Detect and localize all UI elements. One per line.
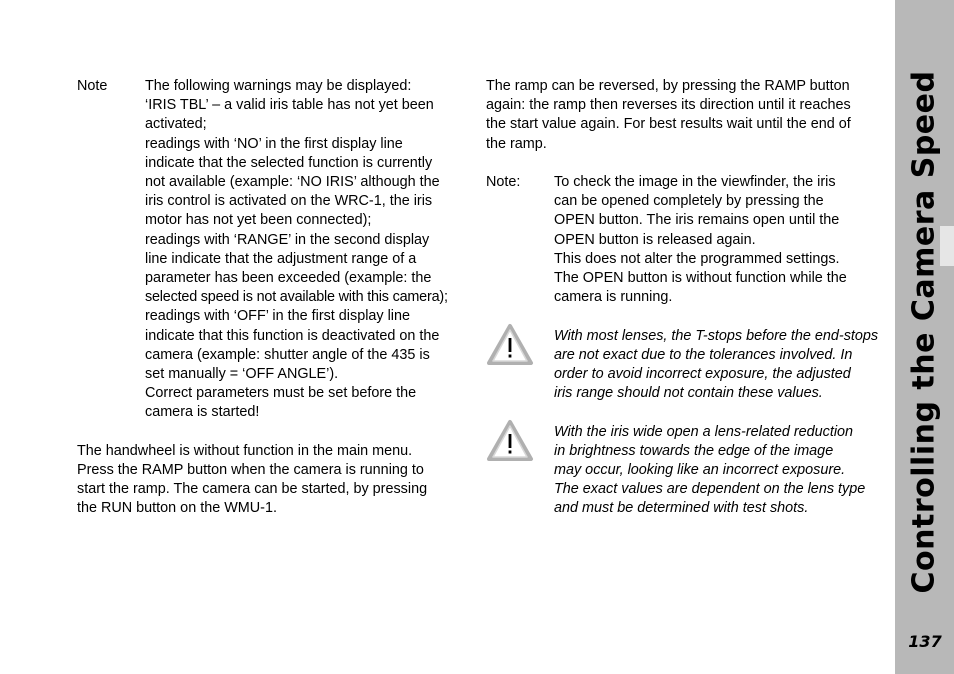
warning-triangle-icon — [486, 327, 554, 404]
warning-line: iris range should not contain these values. — [554, 385, 823, 402]
paragraph-line: The handwheel is without function in the main menu. — [77, 442, 413, 459]
paragraph-line: The ramp can be reversed, by pressing the RAMP button — [486, 78, 850, 94]
note-line: line indicate that the adjustment range of a — [145, 250, 417, 267]
note-body — [145, 77, 472, 423]
note-line: camera is started! — [145, 404, 260, 421]
note-line: readings with ‘NO’ in the first display line — [145, 135, 403, 152]
note-line: parameter has been exceeded (example: the — [145, 270, 432, 287]
warning-line: may occur, looking like an incorrect exposure. — [554, 462, 846, 479]
warning-line: order to avoid incorrect exposure, the adjusted — [554, 366, 851, 383]
warning-triangle-icon — [486, 423, 554, 519]
chapter-tab-marker — [940, 226, 954, 266]
note-line: The following warnings may be displayed: — [145, 78, 412, 94]
paragraph-line: again: the ramp then reverses its direction until it reaches — [486, 97, 851, 114]
note-block — [77, 77, 472, 423]
note-line: indicate that the selected function is currently — [145, 154, 433, 171]
left-column — [77, 77, 472, 519]
note-line: OPEN button. The iris remains open until the — [554, 212, 840, 229]
note-line: not available (example: ‘NO IRIS’ although the — [145, 174, 440, 191]
note-line: iris control is activated on the WRC-1, the iris — [145, 193, 433, 210]
right-column — [486, 77, 886, 519]
page-number: 137 — [908, 632, 942, 651]
note-line: can be opened completely by pressing the — [554, 193, 824, 210]
note-line: readings with ‘OFF’ in the first display line — [145, 308, 410, 325]
warning-line: are not exact due to the tolerances involved. In — [554, 346, 853, 363]
warning-line: With the iris wide open a lens-related reduction — [554, 423, 854, 440]
note-line: motor has not yet been connected); — [145, 212, 372, 229]
warning-text — [554, 327, 886, 404]
warning-line: The exact values are dependent on the lens type — [554, 481, 866, 498]
note-line: Correct parameters must be set before the — [145, 385, 417, 402]
warning-line: and must be determined with test shots. — [554, 500, 809, 517]
note-line: OPEN button is released again. — [554, 231, 756, 248]
note-line: selected speed is not available with this camera); — [145, 289, 448, 306]
note-line: camera (example: shutter angle of the 435 is — [145, 346, 430, 363]
note-label: Note: — [486, 174, 521, 190]
note-line: readings with ‘RANGE’ in the second display — [145, 231, 430, 248]
note-line: activated; — [145, 116, 207, 133]
paragraph-line: the RUN button on the WMU-1. — [77, 500, 277, 517]
paragraph-line: the ramp. — [486, 135, 547, 152]
warning-line: in brightness towards the edge of the image — [554, 442, 834, 459]
note-block — [486, 173, 886, 307]
note-line: camera is running. — [554, 289, 673, 306]
note-line: ‘IRIS TBL’ – a valid iris table has not yet been — [145, 97, 434, 114]
warning-block — [486, 327, 886, 404]
note-line: To check the image in the viewfinder, the iris — [554, 174, 836, 190]
paragraph-line: the start value again. For best results wait until the end of — [486, 116, 851, 133]
paragraph-line: Press the RAMP button when the camera is running to — [77, 462, 424, 479]
note-line: set manually = ‘OFF ANGLE’). — [145, 366, 339, 383]
warning-block — [486, 423, 886, 519]
note-line: This does not alter the programmed settings. — [554, 250, 840, 267]
handwheel-paragraph — [77, 442, 472, 519]
warning-text — [554, 423, 886, 519]
note-line: The OPEN button is without function while the — [554, 270, 847, 287]
note-label: Note — [77, 78, 108, 94]
paragraph-line: start the ramp. The camera can be started, by pressing — [77, 481, 428, 498]
note-body — [554, 173, 886, 307]
chapter-title: Controlling the Camera Speed — [906, 70, 942, 594]
ramp-paragraph — [486, 77, 886, 154]
warning-line: With most lenses, the T-stops before the end-stops — [554, 327, 879, 344]
note-line: indicate that this function is deactivated on the — [145, 327, 440, 344]
